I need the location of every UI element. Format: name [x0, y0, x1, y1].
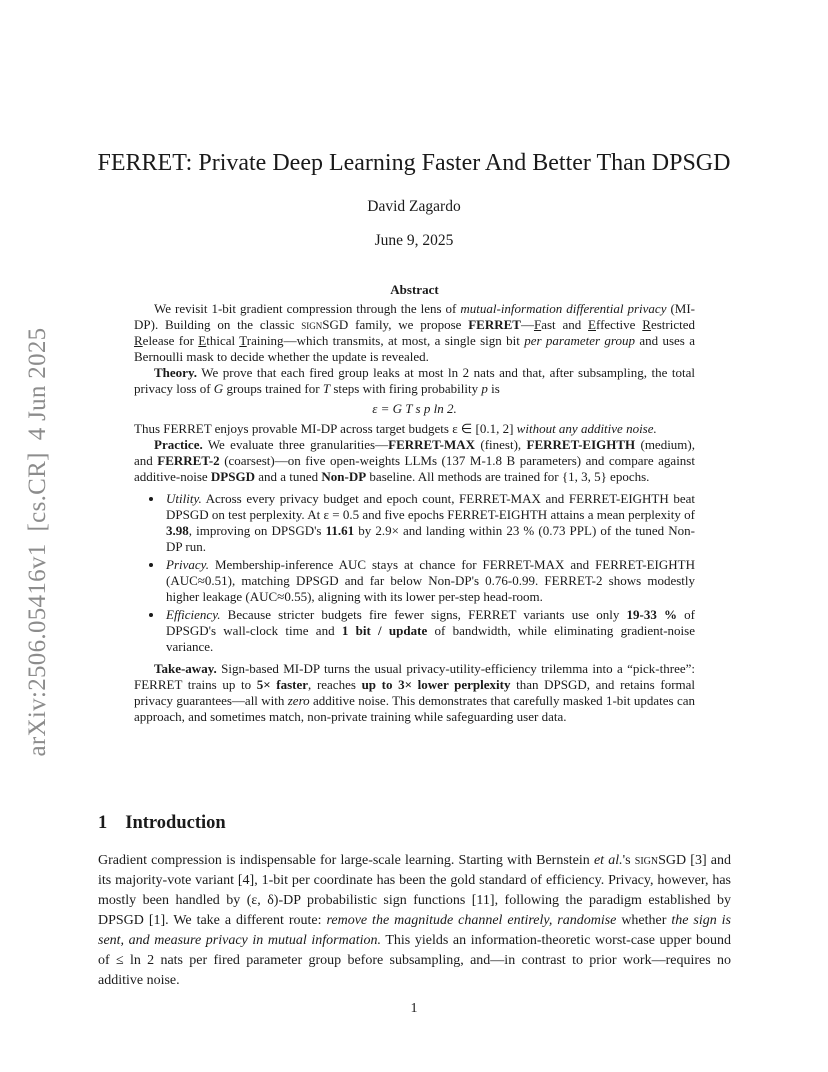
abstract-theory-conclusion: Thus FERRET enjoys provable MI-DP across target budgets ε ∈ [0.1, 2] without any additive noise.	[134, 421, 657, 436]
paper-title: FERRET: Private Deep Learning Faster And Better Than DPSGD	[97, 150, 731, 176]
list-item: • Utility. Across every privacy budget and epoch count, FERRET-MAX and FERRET-EIGHTH beat DPSGD on test perplexity. At ε = 0.5 and five epochs FERRET-EIGHTH attains a mean perplexity of 3.98, improving on DPSGD's 11.61 by 2.9× and landing within 23 % (0.73 PPL) of the tuned Non-DP run.	[164, 491, 695, 555]
abstract-intro-paragraph: We revisit 1-bit gradient compression through the lens of mutual-information differential privacy (MI-DP). Building on the classic signSGD family, we propose FERRET—Fast and Effective Restricted Release for Ethical Training—which transmits, at most, a single sign bit per parameter group and uses a Bernoulli mask to decide whether the update is revealed.	[134, 301, 696, 364]
arxiv-id[interactable]: arXiv:2506.05416v1	[24, 543, 51, 757]
section-heading-introduction	[98, 813, 226, 834]
results-list	[134, 491, 695, 655]
paper-date: June 9, 2025	[374, 232, 454, 249]
abstract-theory-paragraph: Theory. We prove that each fired group leaks at most ln 2 nats and that, after subsampling, the total privacy loss of G groups trained for T steps with firing probability p is	[134, 365, 695, 396]
arxiv-date: 4 Jun 2025	[24, 327, 51, 441]
list-item: • Efficiency. Because stricter budgets fire fewer signs, FERRET variants use only 19-33 % of DPSGD's wall-clock time and 1 bit / update of bandwidth, while eliminating gradient-noise variance.	[164, 607, 695, 655]
introduction-paragraph: Gradient compression is indispensable for large-scale learning. Starting with Bernstein et al.'s signSGD [3] and its majority-vote variant [4], 1-bit per coordinate has been the gold standard of efficiency. Privacy, however, has mostly been handled by (ε, δ)-DP probabilistic sign functions [11], following the paradigm established by DPSGD [1]. We take a different route: remove the magnitude channel entirely, randomise whether the sign is sent, and measure privacy in mutual information. This yields an information-theoretic worst-case upper bound of ≤ ln 2 nats per fired parameter group before subsampling, and—in contrast to prior work—requires no additive noise.	[98, 853, 732, 988]
section-title: Introduction	[125, 813, 226, 833]
page-number: 1	[410, 1001, 418, 1016]
arxiv-stamp	[24, 316, 52, 757]
abstract-takeaway-paragraph: Take-away. Sign-based MI-DP turns the usual privacy-utility-efficiency trilemma into a “pick-three”: FERRET trains up to 5× faster, reaches up to 3× lower perplexity than DPSGD, and retains formal privacy guarantees—all with zero additive noise. This demonstrates that carefully masked 1-bit updates can approach, and sometimes match, non-private training while safeguarding user data.	[134, 661, 696, 724]
arxiv-category: [cs.CR]	[24, 452, 51, 532]
practice-label: Practice.	[154, 437, 203, 452]
takeaway-label: Take-away.	[154, 661, 217, 676]
theory-label: Theory.	[154, 365, 197, 380]
author-name: David Zagardo	[367, 198, 461, 215]
section-number: 1	[98, 813, 108, 833]
abstract-practice-paragraph: Practice. We evaluate three granularities—FERRET-MAX (finest), FERRET-EIGHTH (medium), and FERRET-2 (coarsest)—on five open-weights LLMs (137 M-1.8 B parameters) and compare against additive-noise DPSGD and a tuned Non-DP baseline. All methods are trained for {1, 3, 5} epochs.	[134, 437, 695, 484]
abstract	[134, 282, 695, 725]
privacy-equation: ε = G T s p ln 2.	[372, 401, 457, 416]
abstract-heading: Abstract	[390, 282, 439, 297]
list-item: • Privacy. Membership-inference AUC stays at chance for FERRET-MAX and FERRET-EIGHTH (AUC≈0.51), matching DPSGD and far below Non-DP's 0.76-0.99. FERRET-2 shows modestly higher leakage (AUC≈0.55), aligning with its lower per-step head-room.	[164, 557, 695, 605]
